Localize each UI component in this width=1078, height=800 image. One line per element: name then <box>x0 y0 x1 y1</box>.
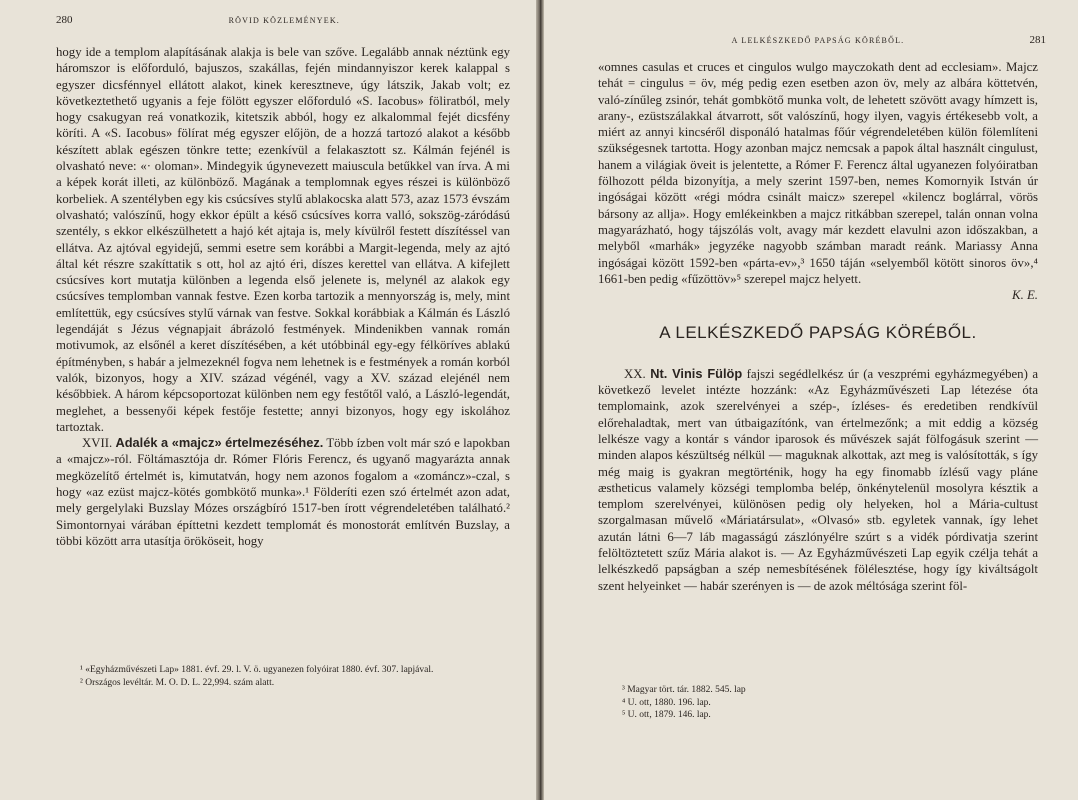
left-page-number: 280 <box>56 14 73 26</box>
left-footnotes <box>56 664 510 689</box>
section-17-number: XVII. <box>82 436 113 451</box>
right-paragraph-2: fajszi segédlelkész úr (a veszprémi egyházmegyében) a következő levelet intézte hozzánk: «Az Egyházművészeti Lap létezése óta templomaink, azok szerelvényei a szép-, ízléses- és eredetiben rendkívül előrehaladtak, mert van útbaigazítónk, van értelmezőnk; a mit eddig a község lelkésze vagy a kontár s vándor iparosok és művészek saját fölfogásuk szerint — minden alapos készültség nélkül — maguknak alkottak, azt meg is valósították, s így még maig is gyakran megtörténik, hogy ha egy finomabb ízlésű vagy pláne æstheticus valamely községi templomba belép, önkénytelenül mosolyra késztik a templom szerelvényei, különösen pedig oly helyeken, hol a Mária-cultust szorgalmasan művelő «Máriatársulat», «Olvasó» stb. egyletek vannak, így lehet azután látni 6—7 láb magasságú zászlónyélre szúrt s a vidék pórdivatja szerint felöltöztetett szűz Mária alakot is. — Az Egyházművészeti Lap egyik czélja tehát a lelkészkedő papságban a szép nemesbítésének fölélesztése, hogy így kiváltságolt szent helyeinket — habár szerényen is — de azok méltósága szerint föl- <box>598 366 1039 593</box>
right-running-head <box>598 34 1046 46</box>
right-footnotes <box>622 684 1050 722</box>
right-page-number: 281 <box>1029 34 1046 46</box>
section-20-name: Nt. Vinis Fülöp <box>650 365 743 381</box>
section-title: A LELKÉSZKEDŐ PAPSÁG KÖRÉBŐL. <box>659 323 977 343</box>
section-17-heading: Adalék a «majcz» értelmezéséhez. <box>115 435 324 451</box>
left-page <box>0 0 538 800</box>
left-paragraph-1: hogy ide a templom alapításának alakja is bele van szőve. Legalább annak néztünk egy háromszor is előforduló, bajuszos, szakállas, fején mindannyiszor kerek kalappal s egyszer dicsfénnyel ellátott alakot, kinek keresztneve, úgy látszik, Jakab volt; ez következtethető ugyanis a feje fölött egyszer előforduló «S. Iacobus» föliratból, mely hogy csakugyan reá vonatkozik, kitetszik abból, hogy ez alkalommal fejét dicsfény köríti. A «S. Iacobus» fölírat még egyszer előjön, de a hozzá tartozó alakot a később készített ablak egészen tönkre tette; ezenkívül a felakasztott sz. Kálmán fejénél is olvasható neve: «· oloman». Mindegyik úgynevezett maiuscula betűkkel van írva. A mi a képek korát illeti, az különböző. Magának a templomnak egyes részei is különböző korbeliek. A szentélyben egy kis csúcsíves stylű ablakocska alatt 573, azaz 1573 évszám olvasható; valószínű, hogy ekkor épült a késő csúcsíves korra valló, sokszög-záródású szentély, s ekkor elkészülhetett a hajó két ajtaja is, mely kívülről festett díszítéssel van ellátva. Az ajtóval egyidejű, semmi esetre sem korábbi a Margit-legenda, mely az ajtó által két részre szakíttatik s ott, hol az ajtó éri, díszes kerettel van ellátva. A kifejlett csúcsíves kort mutatja különben a legenda első jelenete is, melynél az alakok egy csúcsíves templomban vannak festve. Ezen korba tartozik a mennyország is, mely, mint említettük, egy csúcsíves stylű várnak van festve. Sokkal korábbiak a Kálmán és László legendáját s Jézus végnapjait ábrázoló festmények. Mindenikben vannak román motivumok, az elsőnél a keret díszítésében, a két utóbbinál egy-egy félköríves ablakú építményben, s habár a jelmezeknél fogva nem lehetnek is e festmények a román korból valók, bizonyos, hogy a XIV. század végénél, vagy a XV. század elejénél nem későbbiek. A három képcsoportozat különben nem egy festőtől való, a László-legendát, meglehet, a bessenyői képek festője festette; annyi bizonyos, hogy egy iskolához tartoztak. <box>56 45 510 434</box>
footnote-4: ⁴ U. ott, 1880. 196. lap. <box>622 697 711 708</box>
footnote-1: ¹ «Egyházművészeti Lap» 1881. évf. 29. l. V. ö. ugyanezen folyóirat 1880. évf. 307. lapjával. <box>80 665 434 675</box>
left-section-paragraph <box>56 435 510 549</box>
left-body-text <box>56 44 510 549</box>
footnote-5: ⁵ U. ott, 1879. 146. lap. <box>622 710 711 720</box>
book-gutter <box>536 0 544 800</box>
left-running-head <box>56 14 510 26</box>
footnote-3: ³ Magyar tört. tár. 1882. 545. lap <box>622 685 746 695</box>
right-paragraph-1: «omnes casulas et cruces et cingulos wulgo mayczokath dent ad ecclesiam». Majcz tehát = cingulus = öv, még pedig ezen esetben azon öv, mely az albára köttetvén, való-zínűleg zsinór, tehát gombkötő munka volt, de lehetett szövött avagy hímzett is, arany-, ezüstszálakkal átvarrott, sőt valószínű, hogy ilyen, vagyis értékesebb volt, a miért az annyi kincséről disponáló hatalmas főúr végrendeletében külön fölemlíteni szükségesnek tartotta. Hogy azonban majcz nemcsak a papok által használt cingulust, hanem a világiak öveit is jelentette, a Rómer F. Ferencz által ugyanezen folyóiratban fölhozott példa bizonyítja, a mely szerint 1597-ben, nemes Komornyik István úr ingóságai között «régi módra csinált maicz» szerepel «kilencz boglárral, vörös bársony az allja». Hogy emlékeinkben a majcz ritkábban szerepel, talán onnan volna magyarázható, hogy tájszólás volt, avagy már kezdett elavulni azon időszakban, a melyből «marhák» jegyzéke nagyobb számban maradt reánk. Mariassy Anna ingóságai között 1592-ben «párta-ev»,³ 1650 táján «selyemből kötött sinoros öv»,⁴ 1661-ben pedig «fűzöttöv»⁵ szerepel majcz helyett. <box>598 60 1038 286</box>
right-section-paragraph <box>598 366 1038 594</box>
right-page <box>542 0 1078 800</box>
left-running-title: RÖVID KÖZLEMÉNYEK. <box>228 16 340 25</box>
author-signature: K. E. <box>1012 288 1038 303</box>
right-body-text <box>598 59 1038 594</box>
footnote-2: ² Országos levéltár. M. O. D. L. 22,994. szám alatt. <box>80 677 275 688</box>
section-20-number: XX. <box>624 366 646 381</box>
right-running-title: A LELKÉSZKEDŐ PAPSÁG KÖRÉBŐL. <box>731 36 905 45</box>
left-paragraph-2: Több ízben volt már szó e lapokban a «majcz»-ról. Föltámasztója dr. Rómer Flóris Ferencz, és ugyanő magyarázta annak megközelítő értelmét is, kimutatván, hogy nem azonos fogalom a «zománcz»-czal, s hogy «az ezüst majcz-kötés gombkötő munka».¹ Földeríti ezen szó értelmét azon adat, mely gergelylaki Buzslay Mózes országbíró 1517-ben írott végrendeletében található.² Simontornyai várában építtetni kezdett templomát és monostorát említvén Buzslay, a többi között arra utasítja örököseit, hogy <box>56 436 510 548</box>
